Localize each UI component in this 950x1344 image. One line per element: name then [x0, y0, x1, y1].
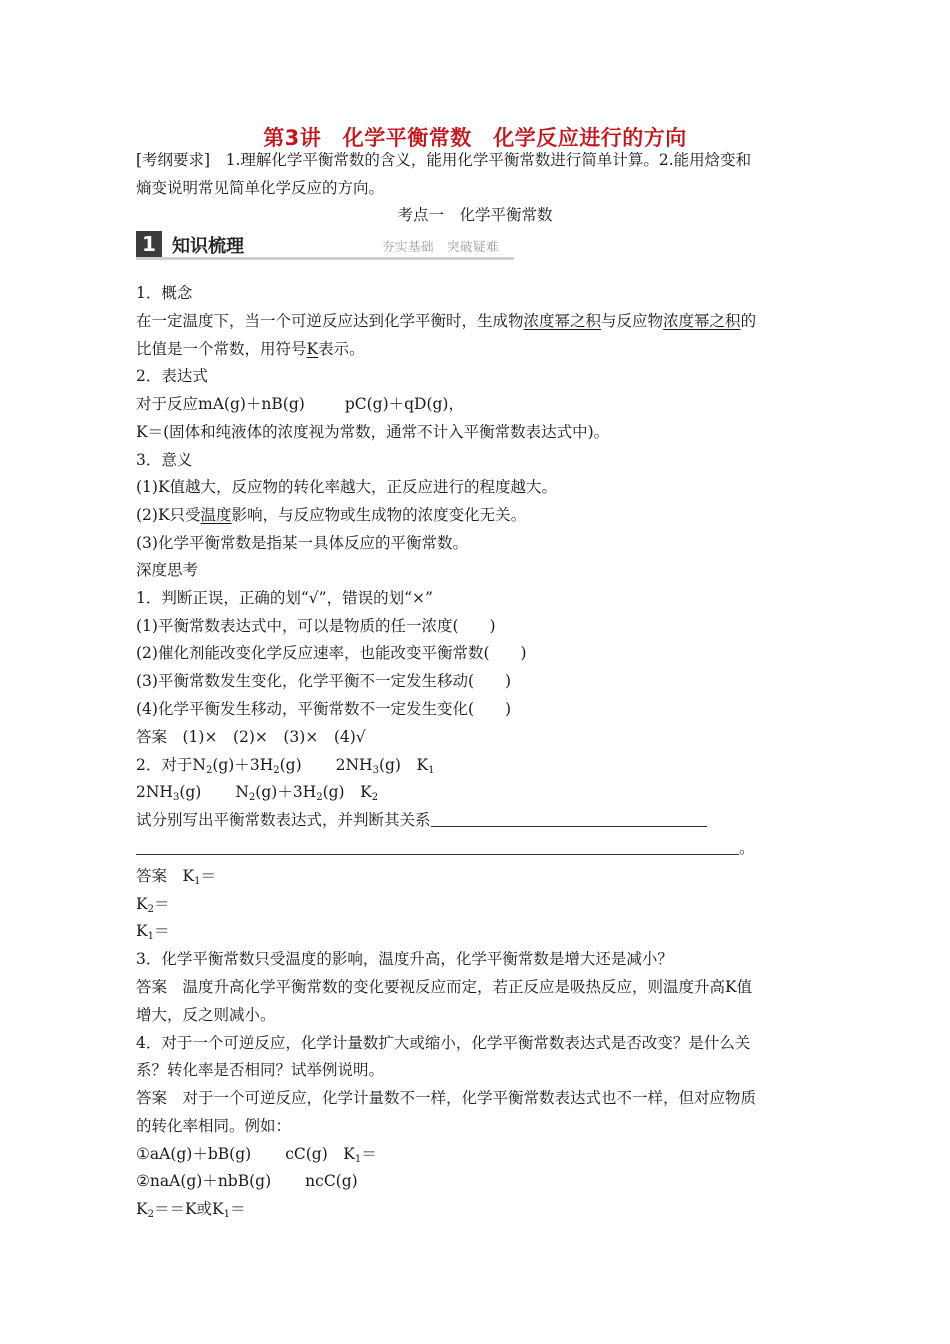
k-definition: K＝(固体和纯液体的浓度视为常数，通常不计入平衡常数表达式中)。 [136, 423, 610, 441]
fill-answer-symbol: K [306, 340, 319, 358]
concept-line1 [136, 311, 756, 331]
question-4-line1: 4．对于一个可逆反应，化学计量数扩大或缩小，化学平衡常数表达式是否改变？是什么关 [136, 1034, 751, 1052]
meaning-item-3: (3)化学平衡常数是指某一具体反应的平衡常数。 [136, 534, 468, 552]
example-relation: $K_2==K$或$K_1=$ [136, 1200, 246, 1220]
question-2-answer-2: $K_2=$ [136, 895, 170, 915]
concept-text: 与反应物 [601, 312, 664, 330]
fill-answer-reactant-power: 浓度幂之积 [663, 312, 741, 330]
syllabus-requirements-line2: 熵变说明常见简单化学反应的方向。 [136, 179, 385, 197]
question-2-reaction-2: $2NH_3(g)$ $N_2(g)+3H_2(g)$ $K_2$ [136, 783, 379, 803]
meaning-text: 影响，与反应物或生成物的浓度变化无关。 [231, 506, 527, 524]
question-1-item: (1)平衡常数表达式中，可以是物质的任一浓度( ) [136, 617, 496, 635]
period: 。 [739, 839, 755, 857]
question-2-reaction-1: 2．对于$N_2(g)+3H_2(g)$ $2NH_3(g)$ $K_1$ [136, 756, 435, 776]
syllabus-requirements-line1: [考纲要求] 1.理解化学平衡常数的含义，能用化学平衡常数进行简单计算。2.能用焓变和 [136, 151, 752, 169]
answer-blank [431, 812, 707, 827]
fill-answer-temperature: 温度 [200, 506, 232, 524]
question-2-prompt [136, 810, 707, 830]
question-4-line2: 系？转化率是否相同？试举例说明。 [136, 1061, 385, 1079]
meaning-heading: 3．意义 [136, 451, 193, 469]
concept-text: 表示。 [318, 340, 365, 358]
concept-text: 在一定温度下，当一个可逆反应达到化学平衡时，生成物 [136, 312, 524, 330]
section-heading: 考点一 化学平衡常数 [397, 206, 553, 224]
question-3: 3．化学平衡常数只受温度的影响，温度升高，化学平衡常数是增大还是减小？ [136, 950, 673, 968]
question-1-item: (4)化学平衡发生移动，平衡常数不一定发生变化( ) [136, 700, 512, 718]
concept-line2 [136, 339, 365, 359]
general-reaction [136, 394, 464, 414]
question-2-answer-3: $K_1=$ [136, 922, 170, 942]
question-3-answer-line1: 答案 温度升高化学平衡常数的变化要视反应而定，若正反应是吸热反应，则温度升高K值 [136, 978, 753, 996]
question-2-answer-1: 答案 $K_1=$ [136, 867, 216, 887]
deep-thinking-heading: 深度思考 [136, 561, 199, 579]
question-4-answer-line1: 答案 对于一个可逆反应，化学计量数不一样，化学平衡常数表达式也不一样，但对应物质 [136, 1089, 757, 1107]
example-reaction-2: ②naA(g)＋nbB(g) ncC(g) [136, 1172, 358, 1190]
question-1-item: (2)催化剂能改变化学反应速率，也能改变平衡常数( ) [136, 644, 527, 662]
meaning-item-2 [136, 505, 526, 525]
knowledge-banner [136, 231, 514, 259]
concept-text: 的 [740, 312, 757, 330]
banner-number: 1 [136, 231, 162, 257]
meaning-text: (2)K只受 [136, 506, 201, 524]
expression-heading: 2．表达式 [136, 367, 208, 385]
concept-text: 比值是一个常数，用符号 [136, 340, 307, 358]
question-4-answer-line2: 的转化率相同。例如： [136, 1117, 292, 1135]
question-1-answer: 答案 (1)× (2)× (3)× (4)√ [136, 728, 366, 746]
question-3-answer-line2: 增大，反之则减小。 [136, 1006, 276, 1024]
prompt-text: 试分别写出平衡常数表达式，并判断其关系 [136, 811, 431, 829]
reaction-right: pC(g)＋qD(g)， [344, 395, 464, 413]
banner-title: 知识梳理 [172, 236, 244, 257]
lecture-title: 第3讲 化学平衡常数 化学反应进行的方向 [263, 126, 687, 150]
banner-rule [136, 257, 514, 260]
question-1-item: (3)平衡常数发生变化，化学平衡不一定发生移动( ) [136, 672, 512, 690]
fill-answer-product-power: 浓度幂之积 [523, 312, 602, 330]
concept-heading: 1．概念 [136, 284, 193, 302]
example-reaction-1: ①aA(g)＋bB(g) cC(g) $K_1=$ [136, 1145, 377, 1165]
question-1: 1．判断正误，正确的划“√”，错误的划“×” [136, 589, 433, 607]
answer-blank [136, 840, 739, 855]
question-2-blank-line [136, 838, 755, 858]
meaning-item-1: (1)K值越大，反应物的转化率越大，正反应进行的程度越大。 [136, 478, 558, 496]
banner-tagline: 夯实基础 突破疑难 [382, 239, 500, 254]
reaction-left: 对于反应mA(g)＋nB(g) [136, 395, 305, 413]
